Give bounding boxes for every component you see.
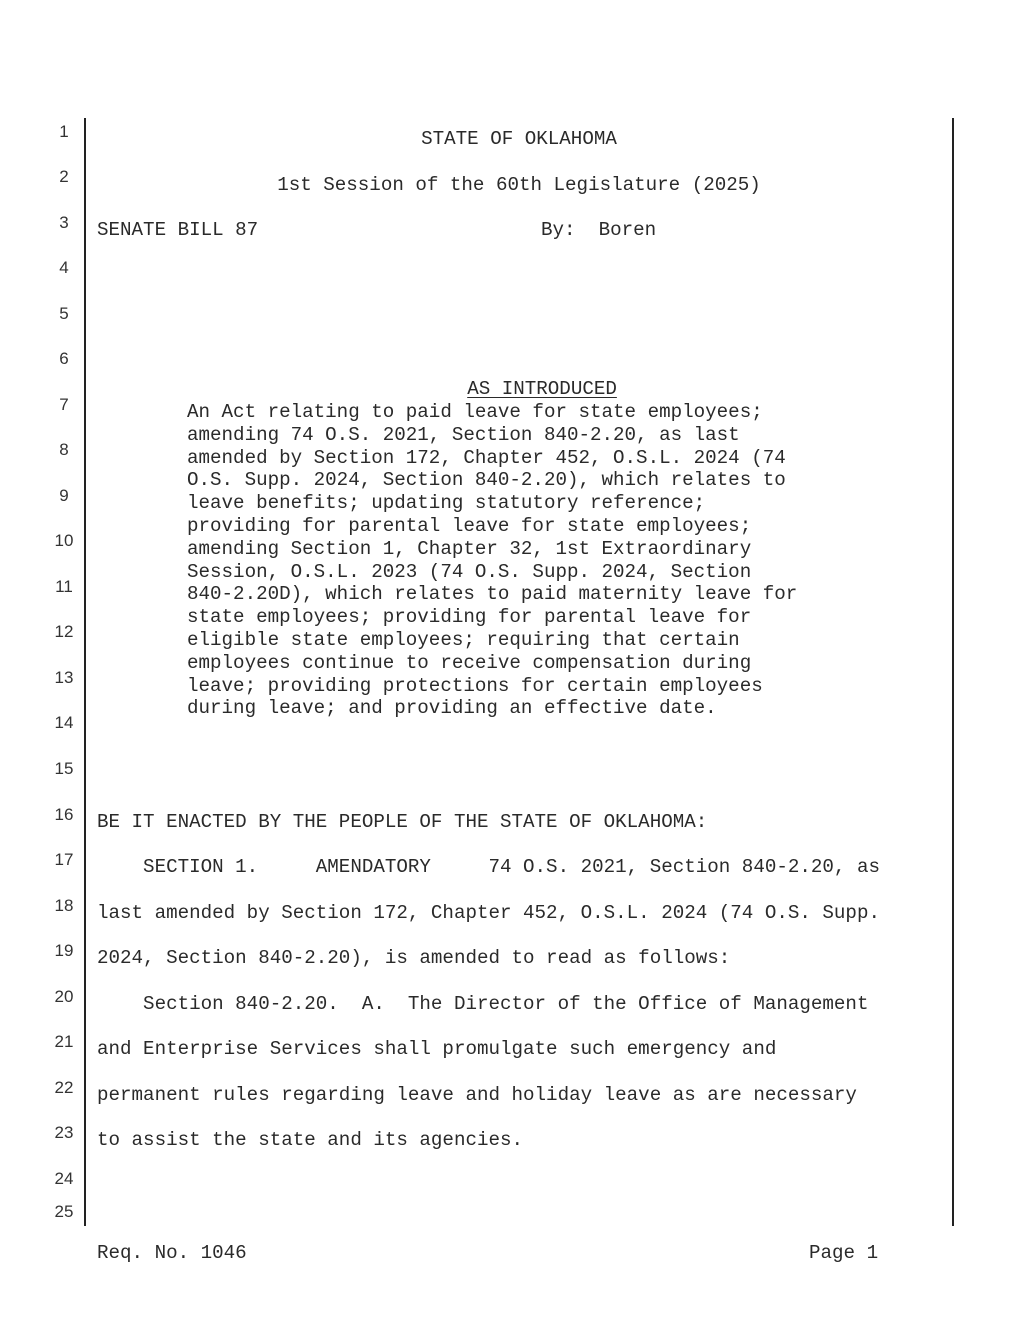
- line-number: 11: [55, 577, 73, 596]
- body-line: Section 840-2.20. A. The Director of the Office of Management: [97, 993, 869, 1015]
- abstract-line: O.S. Supp. 2024, Section 840-2.20), which relates to: [187, 469, 786, 492]
- body-line: and Enterprise Services shall promulgate such emergency and: [97, 1038, 777, 1060]
- left-margin-rule: [84, 118, 86, 1226]
- enacting-clause: BE IT ENACTED BY THE PEOPLE OF THE STATE OF OKLAHOMA:: [97, 811, 708, 833]
- body-line: to assist the state and its agencies.: [97, 1129, 524, 1151]
- line-number: 8: [59, 440, 69, 459]
- line-number: 24: [54, 1169, 74, 1188]
- abstract-line: amended by Section 172, Chapter 452, O.S.L. 2024 (74: [187, 446, 786, 469]
- abstract-line: providing for parental leave for state employees;: [187, 514, 752, 537]
- line-number: 6: [59, 349, 69, 368]
- abstract-line: 840-2.20D), which relates to paid maternity leave for: [187, 583, 798, 606]
- line-number: 23: [54, 1123, 74, 1142]
- abstract-line: leave; providing protections for certain employees: [187, 674, 763, 697]
- right-margin-rule: [952, 118, 954, 1226]
- body-line: SECTION 1. AMENDATORY 74 O.S. 2021, Section 840-2.20, as: [97, 856, 880, 878]
- line-number: 20: [54, 987, 74, 1006]
- abstract-line: amending 74 O.S. 2021, Section 840-2.20, as last: [187, 423, 740, 446]
- line-number: 18: [54, 896, 74, 915]
- line-number: 21: [54, 1032, 74, 1051]
- line-number: 9: [59, 486, 69, 505]
- abstract-line: state employees; providing for parental leave for: [187, 606, 752, 629]
- page-number: Page 1: [809, 1242, 879, 1264]
- line-number: 19: [54, 941, 74, 960]
- line-number: 12: [54, 622, 74, 641]
- line-number: 4: [59, 258, 69, 277]
- request-number: Req. No. 1046: [97, 1242, 247, 1264]
- line-number: 16: [54, 805, 74, 824]
- abstract-line: employees continue to receive compensation during: [187, 651, 752, 674]
- abstract-line: eligible state employees; requiring that certain: [187, 628, 740, 651]
- bill-number: SENATE BILL 87: [97, 219, 259, 241]
- line-number: 17: [54, 850, 74, 869]
- abstract-line: amending Section 1, Chapter 32, 1st Extraordinary: [187, 537, 752, 560]
- abstract-line: during leave; and providing an effective date.: [187, 697, 717, 720]
- abstract-line: Session, O.S.L. 2023 (74 O.S. Supp. 2024, Section: [187, 560, 752, 583]
- state-heading: STATE OF OKLAHOMA: [421, 128, 617, 150]
- body-line: permanent rules regarding leave and holiday leave as are necessary: [97, 1084, 857, 1106]
- line-number: 13: [54, 668, 74, 687]
- abstract-line: leave benefits; updating statutory reference;: [187, 492, 706, 515]
- bill-status: AS INTRODUCED: [467, 378, 617, 400]
- line-number: 3: [59, 213, 69, 232]
- body-line: 2024, Section 840-2.20), is amended to read as follows:: [97, 947, 731, 969]
- line-number-cutoff: 25: [54, 1202, 74, 1221]
- bill-abstract: [187, 401, 867, 720]
- line-number: 15: [54, 759, 74, 778]
- session-heading: 1st Session of the 60th Legislature (2025): [277, 174, 761, 196]
- line-number: 1: [59, 122, 69, 141]
- abstract-line: An Act relating to paid leave for state employees;: [187, 401, 763, 423]
- line-number: 14: [54, 713, 74, 732]
- line-number: 5: [59, 304, 69, 323]
- line-number: 10: [54, 531, 74, 550]
- bill-author: By: Boren: [541, 219, 657, 241]
- line-number: 22: [54, 1078, 74, 1097]
- line-number: 7: [59, 395, 69, 414]
- body-line: last amended by Section 172, Chapter 452, O.S.L. 2024 (74 O.S. Supp.: [97, 902, 880, 924]
- line-number: 2: [59, 167, 69, 186]
